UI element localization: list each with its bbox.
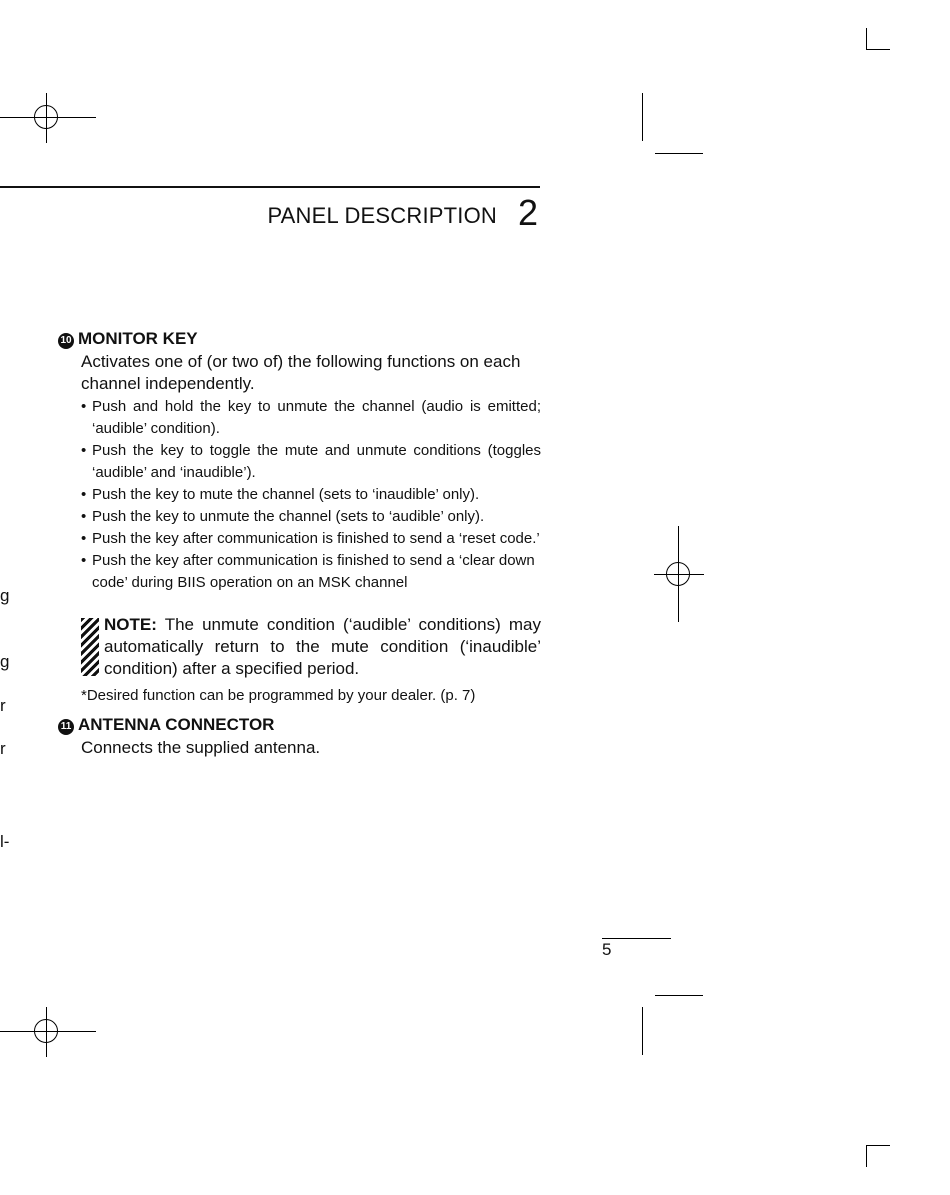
note-text: The unmute condition (‘audible’ conditions) may automatically return to the mute condition (‘inaudible’ condition) after a specified period. bbox=[104, 615, 541, 678]
registration-line bbox=[678, 526, 679, 622]
registration-line bbox=[0, 1031, 96, 1032]
item-number-badge: 11 bbox=[58, 719, 74, 735]
crop-mark bbox=[866, 1145, 890, 1146]
note-hatch-icon bbox=[81, 618, 99, 676]
section-title: PANEL DESCRIPTION bbox=[267, 203, 497, 228]
left-edge-fragment: g bbox=[0, 652, 10, 671]
antenna-connector-heading bbox=[58, 715, 274, 735]
list-item: • Push the key to toggle the mute and unmute conditions (toggles ‘audible’ and ‘inaudible’). bbox=[81, 440, 541, 484]
chapter-number: 2 bbox=[518, 192, 539, 233]
crop-mark bbox=[642, 1007, 643, 1055]
crop-mark bbox=[866, 49, 890, 50]
item-number-badge: 10 bbox=[58, 333, 74, 349]
page-number-rule bbox=[602, 938, 671, 939]
list-item: • Push and hold the key to unmute the channel (audio is emitted; ‘audible’ condition). bbox=[81, 396, 541, 440]
monitor-key-title: MONITOR KEY bbox=[78, 329, 198, 348]
footnote: *Desired function can be programmed by your dealer. (p. 7) bbox=[81, 687, 476, 704]
header-rule bbox=[0, 186, 540, 188]
list-item: • Push the key after communication is finished to send a ‘reset code.’ bbox=[81, 528, 541, 550]
crop-mark bbox=[655, 995, 703, 996]
antenna-connector-description: Connects the supplied antenna. bbox=[81, 738, 321, 757]
note-label: NOTE: bbox=[104, 615, 157, 634]
list-item: • Push the key to unmute the channel (sets to ‘audible’ only). bbox=[81, 506, 541, 528]
registration-mark bbox=[22, 93, 72, 143]
left-edge-fragment: r bbox=[0, 696, 6, 715]
registration-mark bbox=[654, 550, 704, 600]
list-item: • Push the key after communication is finished to send a ‘clear down code’ during BIIS operation on an MSK channel bbox=[81, 550, 541, 594]
left-edge-fragment: g bbox=[0, 586, 10, 605]
list-item: • Push the key to mute the channel (sets to ‘inaudible’ only). bbox=[81, 484, 541, 506]
note-block bbox=[104, 614, 541, 680]
crop-mark bbox=[866, 1145, 867, 1167]
crop-mark bbox=[655, 153, 703, 154]
registration-line bbox=[0, 117, 96, 118]
crop-mark bbox=[866, 28, 867, 50]
monitor-key-function-list bbox=[81, 396, 541, 594]
left-edge-fragment: l- bbox=[0, 832, 10, 851]
registration-mark bbox=[22, 1007, 72, 1057]
antenna-connector-title: ANTENNA CONNECTOR bbox=[78, 715, 275, 734]
left-edge-fragment: r bbox=[0, 739, 6, 758]
crop-mark bbox=[642, 93, 643, 141]
page-number: 5 bbox=[602, 940, 612, 959]
monitor-key-heading bbox=[58, 329, 198, 349]
monitor-key-intro: Activates one of (or two of) the following functions on each channel independently. bbox=[81, 352, 521, 393]
